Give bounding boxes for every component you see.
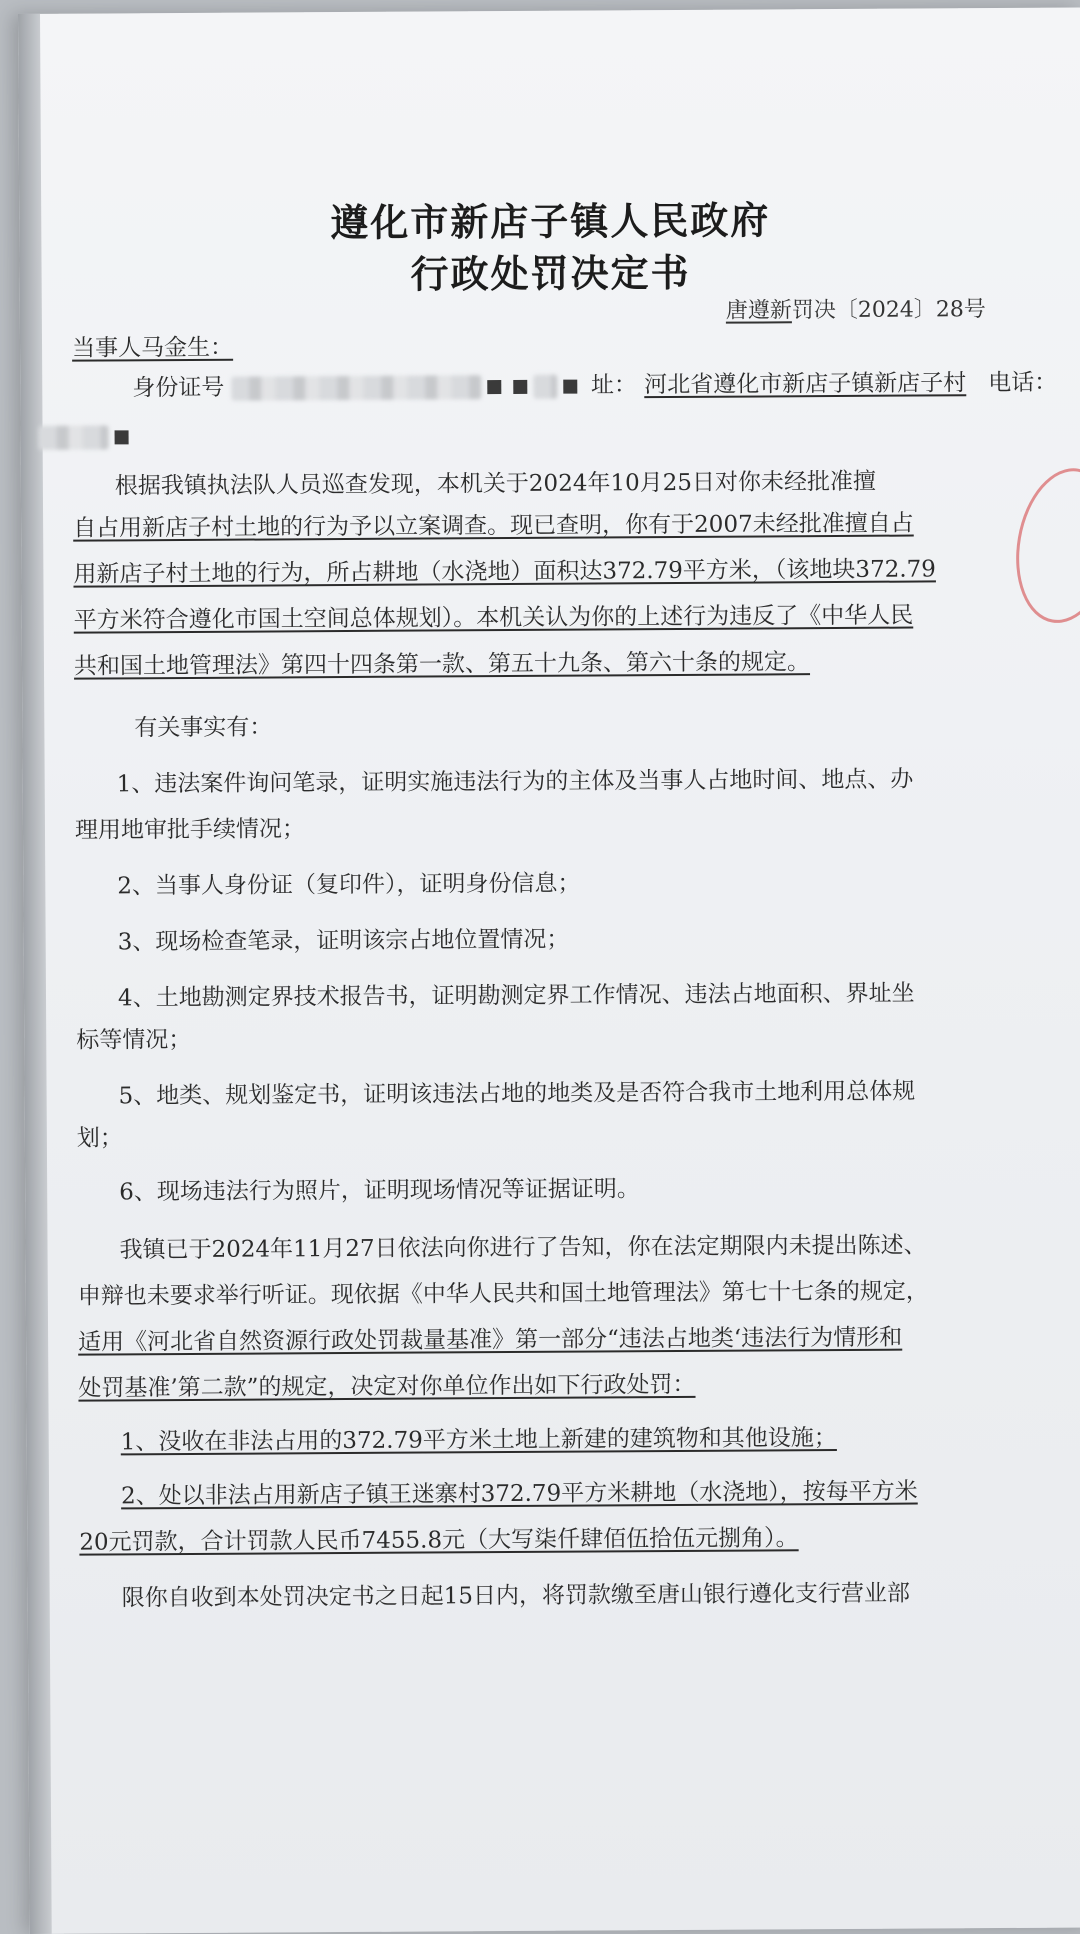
redaction-block <box>564 380 578 394</box>
doc-number <box>726 292 986 325</box>
phone-label: 电话： <box>988 369 1058 397</box>
fact-4-line-2: 标等情况； <box>76 1026 192 1054</box>
party-id-address-line <box>132 368 1057 404</box>
fact-2: 2、当事人身份证（复印件），证明身份信息； <box>117 870 581 900</box>
redacted-phone-line <box>38 421 134 452</box>
decision-2-line-2: 20元罚款，合计罚款人民币7455.8元（大写柒仟肆佰伍拾伍元捌角）。 <box>79 1525 799 1556</box>
paragraph-1-line-5: 共和国土地管理法》第四十四条第一款、第五十九条、第六十条的规定。 <box>73 649 811 680</box>
fact-6: 6、现场违法行为照片，证明现场情况等证据证明。 <box>119 1176 640 1206</box>
redacted-id <box>534 375 558 399</box>
decision-1: 1、没收在非法占用的372.79平方米土地上新建的建筑物和其他设施； <box>120 1425 837 1456</box>
party-name: 当事人马金生： <box>71 334 234 362</box>
paragraph-1-line-2: 自占用新店子村土地的行为予以立案调查。现已查明，你有于2007未经批准擅自占 <box>73 510 914 542</box>
paragraph-2-line-3: 适用《河北省自然资源行政处罚裁量基准》第一部分“违法占地类‘违法行为情形和 <box>78 1324 903 1356</box>
decision-2-line-1: 2、处以非法占用新店子镇王迷寨村372.79平方米耕地（水浇地），按每平方米 <box>120 1478 918 1510</box>
paragraph-2-line-1: 我镇已于2024年11月27日依法向你进行了告知，你在法定期限内未提出陈述、 <box>119 1232 927 1264</box>
paragraph-1-line-1: 根据我镇执法队人员巡查发现，本机关于2024年10月25日对你未经批准擅 <box>114 468 877 500</box>
doc-title-line2: 行政处罚决定书 <box>410 249 691 297</box>
facts-heading: 有关事实有： <box>134 714 273 742</box>
paragraph-1-line-4: 平方米符合遵化市国土空间总体规划）。本机关认为你的上述行为违反了《中华人民 <box>73 602 914 634</box>
party-name-line <box>72 333 233 364</box>
doc-title-line1: 遵化市新店子镇人民政府 <box>330 197 771 246</box>
paragraph-1-line-3: 用新店子村土地的行为，所占耕地（水浇地）面积达372.79平方米，（该地块372.79 <box>73 556 936 588</box>
fact-5-line-2: 划； <box>76 1125 123 1152</box>
red-seal-stamp <box>1005 461 1080 631</box>
fact-3: 3、现场检查笔录，证明该宗占地位置情况； <box>117 926 570 956</box>
fact-1-line-1: 1、违法案件询问笔录，证明实施违法行为的主体及当事人占地时间、地点、办 <box>116 766 914 798</box>
redaction-block <box>115 430 129 444</box>
redaction-block <box>488 380 502 394</box>
paper-edge-shadow <box>18 14 52 1934</box>
fact-1-line-2: 理用地审批手续情况； <box>74 816 306 844</box>
fact-5-line-1: 5、地类、规划鉴定书，证明该违法占地的地类及是否符合我市土地利用总体规 <box>118 1078 916 1110</box>
party-address: 河北省遵化市新店子镇新店子村 <box>644 370 967 399</box>
redacted-phone <box>39 425 109 449</box>
paragraph-2-line-4: 处罚基准’第二款”的规定，决定对你单位作出如下行政处罚： <box>78 1371 696 1402</box>
addr-suffix: 址： <box>590 372 637 399</box>
redacted-id <box>232 375 482 401</box>
document-paper <box>18 8 1080 1934</box>
redaction-block <box>514 380 528 394</box>
fact-4-line-1: 4、土地勘测定界技术报告书，证明勘测定界工作情况、违法占地面积、界址坐 <box>117 980 915 1012</box>
paragraph-2-line-2: 申辩也未要求举行听证。现依据《中华人民共和国土地管理法》第七十七条的规定， <box>77 1278 929 1310</box>
paragraph-3-line-1: 限你自收到本处罚决定书之日起15日内，将罚款缴至唐山银行遵化支行营业部 <box>121 1580 911 1612</box>
doc-number-rest: 罚决〔2024〕28号 <box>791 297 986 324</box>
doc-number-prefix: 唐遵新 <box>725 298 792 324</box>
id-label: 身份证号 <box>132 374 225 402</box>
